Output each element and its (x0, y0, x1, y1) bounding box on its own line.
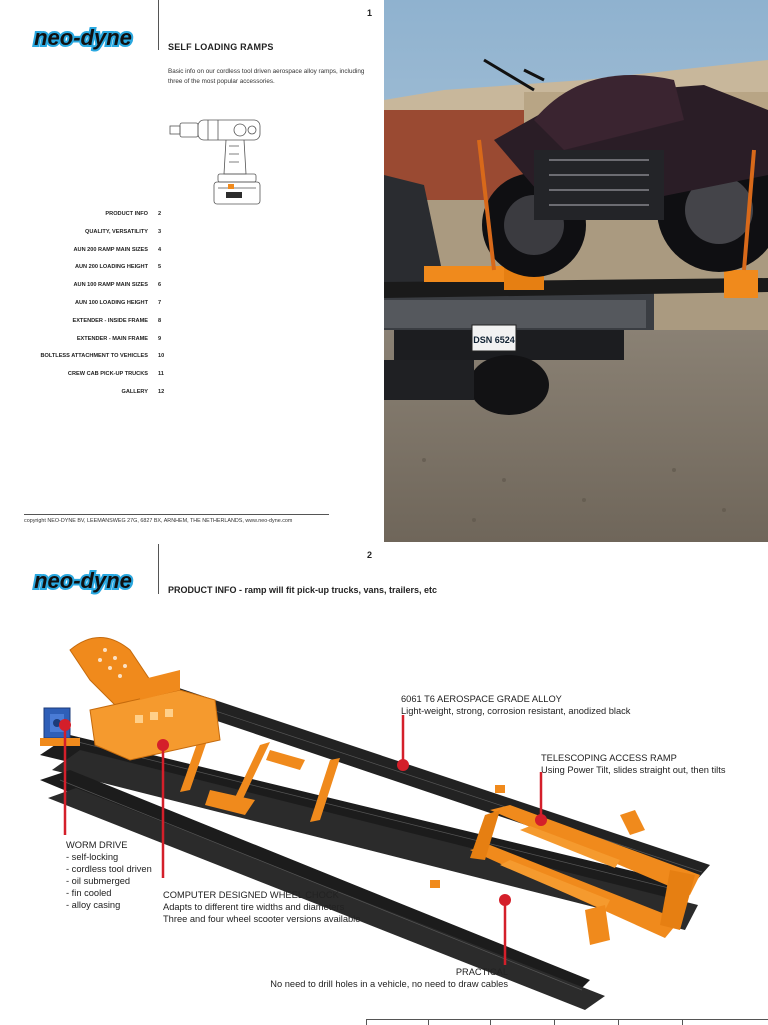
table-cell (618, 1020, 685, 1025)
annotation-heading: COMPUTER DESIGNED WHEEL CHOCK (163, 890, 339, 900)
toc-row[interactable]: CREW CAB PICK-UP TRUCKS 11 (67, 371, 164, 378)
annotation-worm-drive (66, 839, 152, 911)
specs-table-partial (366, 1019, 768, 1025)
toc-row[interactable]: AUN 100 RAMP MAIN SIZES 6 (73, 282, 162, 289)
toc-row[interactable]: EXTENDER - MAIN FRAME 9 (76, 335, 162, 342)
table-cell (490, 1020, 557, 1025)
truck-motorcycle-photo (384, 0, 768, 542)
page-number: 1 (367, 8, 373, 18)
marker-telescoping (535, 814, 547, 826)
annotation-body: No need to drill holes in a vehicle, no need to draw cables (270, 979, 508, 989)
annotation-body: Light-weight, strong, corrosion resistant, anodized black (401, 706, 631, 716)
annotation-alloy (401, 693, 630, 717)
toc-row[interactable]: QUALITY, VERSATILITY 3 (85, 228, 162, 235)
drill-illustration (168, 112, 276, 208)
marker-alloy (397, 759, 409, 771)
table-cell (428, 1020, 493, 1025)
annotation-body: Adapts to different tire widths and diameters (163, 902, 345, 912)
marker-worm-drive (59, 719, 71, 731)
footer-copyright: copyright NEO-DYNE BV, LEEMANSWEG 27G, 6827 BX, ARNHEM, THE NETHERLANDS, www.neo-dyne.com (24, 518, 293, 524)
neo-dyne-logo (24, 22, 142, 54)
header-divider (158, 544, 159, 594)
annotation-item: - cordless tool driven (66, 864, 152, 874)
toc-row[interactable]: AUN 200 RAMP MAIN SIZES 4 (73, 246, 162, 253)
annotation-heading: 6061 T6 AEROSPACE GRADE ALLOY (401, 694, 562, 704)
svg-text:neo-dyne: neo-dyne (34, 568, 132, 593)
annotation-telescoping (541, 752, 725, 776)
annotation-item: - oil submerged (66, 876, 131, 886)
toc-row[interactable]: AUN 100 LOADING HEIGHT 7 (74, 300, 162, 306)
annotation-heading: PRACTICAL (455, 967, 508, 977)
page-number: 2 (367, 550, 373, 560)
page-title: PRODUCT INFO - ramp will fit pick-up trucks, vans, trailers, etc (168, 585, 438, 595)
toc-row[interactable]: PRODUCT INFO 2 (105, 211, 162, 217)
page-title: SELF LOADING RAMPS (168, 42, 274, 52)
table-cell (554, 1020, 621, 1025)
marker-practical (499, 894, 511, 906)
ramp-product-diagram (30, 620, 740, 1010)
annotation-item: - self-locking (66, 852, 119, 862)
license-plate: DSN 6524 (473, 335, 515, 345)
toc-row[interactable]: GALLERY 12 (121, 389, 165, 395)
marker-wheel-chock (157, 739, 169, 751)
annotation-body: Using Power Tilt, slides straight out, then tilts (541, 765, 726, 775)
toc-row[interactable]: AUN 200 LOADING HEIGHT 5 (74, 264, 162, 271)
annotation-item: - alloy casing (66, 900, 121, 910)
toc-row[interactable]: EXTENDER - INSIDE FRAME 8 (72, 317, 162, 324)
annotation-practical (252, 966, 508, 990)
table-cell (366, 1020, 431, 1025)
annotation-heading: WORM DRIVE (66, 840, 128, 850)
annotation-body: Three and four wheel scooter versions available (163, 914, 361, 924)
neo-dyne-logo (24, 565, 142, 597)
svg-text:neo-dyne: neo-dyne (34, 25, 132, 50)
annotation-heading: TELESCOPING ACCESS RAMP (541, 753, 677, 763)
header-divider (158, 0, 159, 50)
annotation-item: - fin cooled (66, 888, 112, 898)
toc-row[interactable]: BOLTLESS ATTACHMENT TO VEHICLES 10 (40, 353, 165, 360)
table-cell (682, 1020, 768, 1025)
annotation-wheel-chock (163, 889, 360, 925)
intro-text: Basic info on our cordless tool driven aerospace alloy ramps, including three of the most popular accessories. (168, 68, 365, 85)
footer-divider (24, 514, 329, 515)
